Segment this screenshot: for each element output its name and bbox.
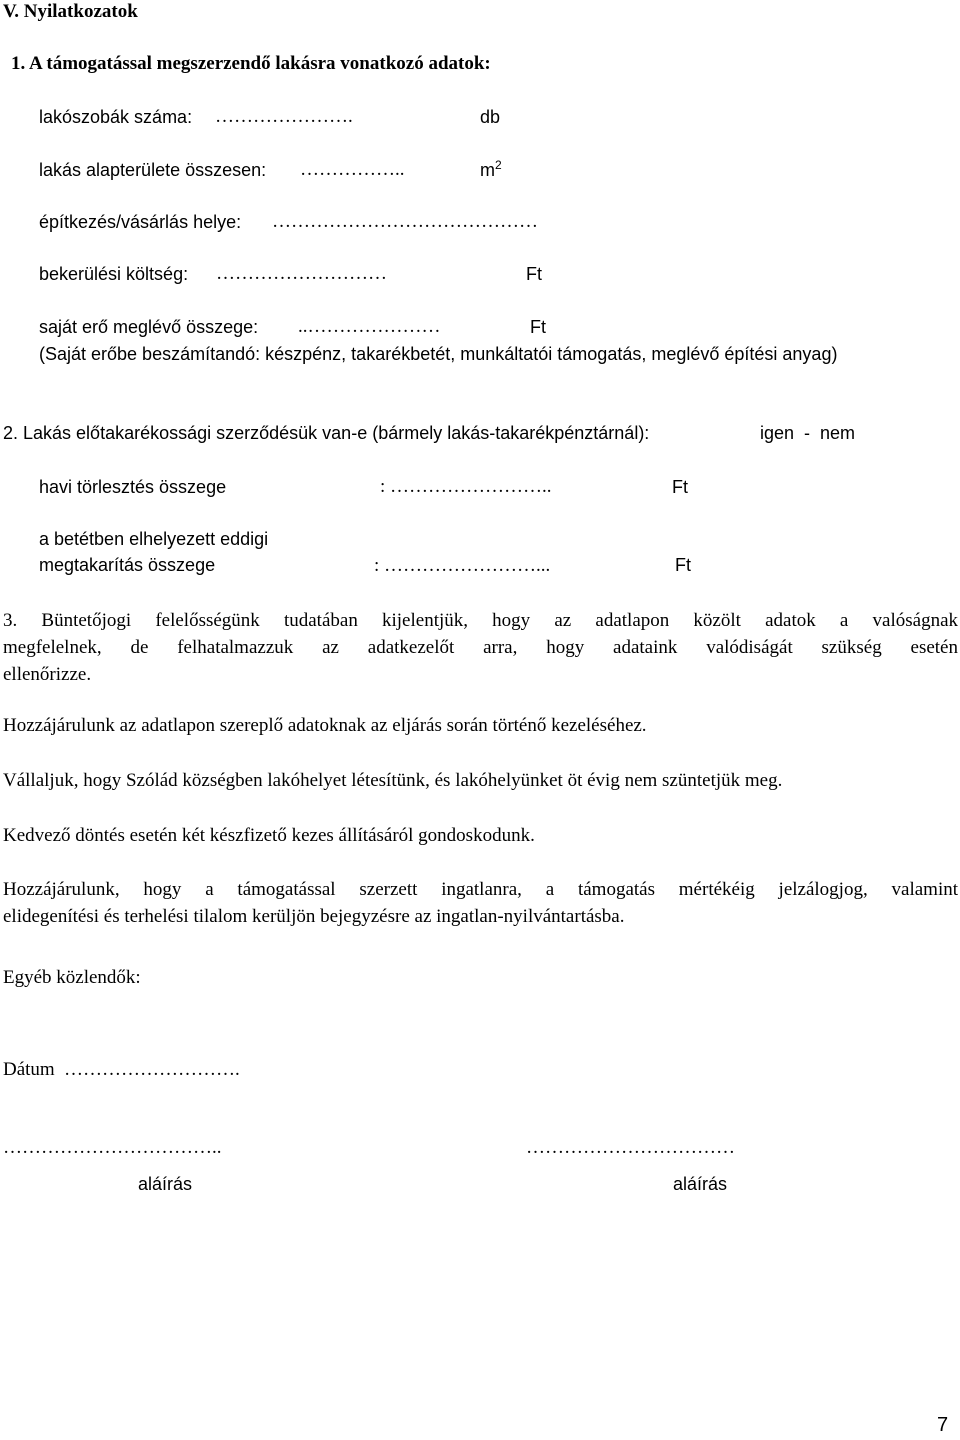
signature-left-line[interactable]: ……………………………..: [3, 1137, 222, 1158]
installment-unit: Ft: [672, 477, 688, 497]
statement-p2: Hozzájárulunk az adatlapon szereplő adatoknak az eljárás során történő kezeléséhez.: [3, 715, 647, 736]
signature-right-line[interactable]: ……………………………: [526, 1137, 735, 1158]
signature-right-label: aláírás: [673, 1174, 728, 1194]
own-label: saját erő meglévő összege:: [39, 317, 259, 337]
statement-p5-line1: Hozzájárulunk, hogy a támogatással szerzett ingatlanra, a támogatás mértékéig jelzálogjog, valamint: [3, 879, 958, 900]
rooms-unit: db: [480, 107, 501, 127]
installment-label: havi törlesztés összege: [39, 477, 227, 497]
cost-unit: Ft: [526, 264, 542, 284]
own-dots[interactable]: ..…………………: [298, 316, 441, 337]
section2-options[interactable]: igen - nem: [760, 423, 856, 443]
rooms-dots[interactable]: ………………….: [215, 106, 353, 127]
date-dots[interactable]: ……………………….: [64, 1059, 240, 1080]
statement-p5-line2: elidegenítési és terhelési tilalom kerüljön bejegyzésre az ingatlan-nyilvántartásba.: [3, 906, 625, 927]
section1-heading: 1. A támogatással megszerzendő lakásra vonatkozó adatok:: [11, 53, 491, 74]
statement-p1-line3: ellenőrizze.: [3, 664, 92, 685]
signature-left-label: aláírás: [138, 1174, 193, 1194]
savings-unit: Ft: [675, 555, 691, 575]
statement-p3: Vállaljuk, hogy Szólád községben lakóhelyet létesítünk, és lakóhelyünket öt évig nem szüntetjük meg.: [3, 770, 783, 791]
area-dots[interactable]: ……………..: [300, 159, 405, 180]
own-unit: Ft: [530, 317, 546, 337]
rooms-label: lakószobák száma:: [39, 107, 193, 127]
savings-dots[interactable]: : ……………………...: [374, 555, 551, 576]
cost-dots[interactable]: ………………………: [216, 263, 387, 284]
own-note: (Saját erőbe beszámítandó: készpénz, takarékbetét, munkáltatói támogatás, meglévő építési anyag): [39, 344, 838, 364]
installment-dots[interactable]: : ……………………..: [380, 476, 552, 497]
statement-p1-line1: 3. Büntetőjogi felelősségünk tudatában kijelentjük, hogy az adatlapon közölt adatok a valóságnak: [3, 610, 958, 631]
section2-question: 2. Lakás előtakarékossági szerződésük van-e (bármely lakás-takarékpénztárnál):: [3, 423, 650, 443]
section-title: V. Nyilatkozatok: [3, 1, 138, 22]
area-unit: $m^2$: [480, 158, 502, 180]
other-label: Egyéb közlendők:: [3, 967, 141, 988]
page-number: 7: [937, 1414, 949, 1436]
date-label: Dátum: [3, 1059, 55, 1080]
statement-p4: Kedvező döntés esetén két készfizető kezes állításáról gondoskodunk.: [3, 825, 535, 846]
savings-label-line2: megtakarítás összege: [39, 555, 216, 575]
location-dots[interactable]: ……………………………………: [272, 211, 538, 232]
location-label: építkezés/vásárlás helye:: [39, 212, 242, 232]
statement-p1-line2: megfelelnek, de felhatalmazzuk az adatkezelőt arra, hogy adataink valódiságát szükség esetén: [3, 637, 958, 658]
savings-label-line1: a betétben elhelyezett eddigi: [39, 529, 269, 549]
cost-label: bekerülési költség:: [39, 264, 189, 284]
area-label: lakás alapterülete összesen:: [39, 160, 267, 180]
